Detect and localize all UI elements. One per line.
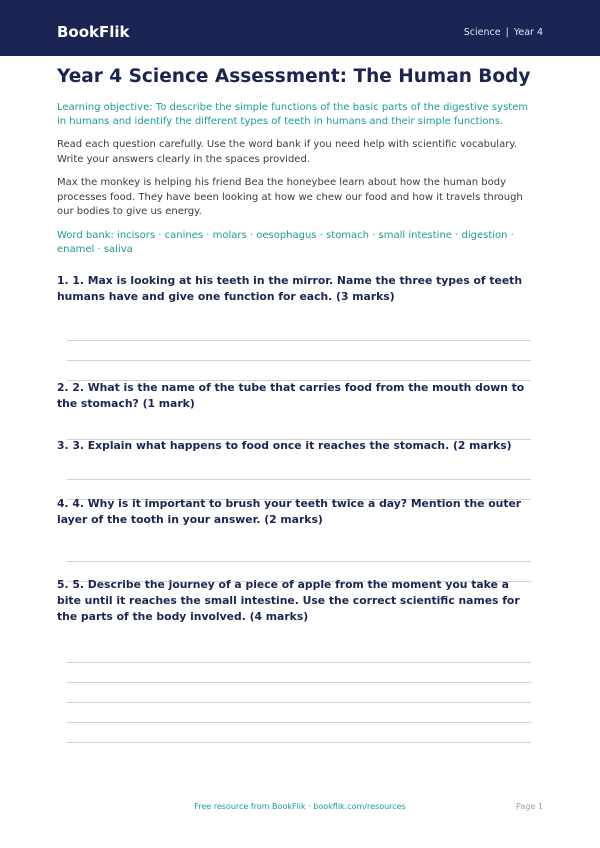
question-text: 2. 2. What is the name of the tube that carries food from the mouth down to the stomach? (1 mark) (57, 380, 525, 410)
answer-area[interactable] (57, 321, 535, 381)
page-title: Year 4 Science Assessment: The Human Body (57, 66, 531, 87)
question-2 (57, 380, 535, 440)
answer-line[interactable] (67, 460, 531, 480)
page-header (0, 0, 600, 56)
answer-line[interactable] (67, 703, 531, 723)
question-4 (57, 496, 535, 582)
instructions: Read each question carefully. Use the word bank if you need help with scientific vocabulary. Write your answers clearly in the spaces provided. (57, 139, 517, 165)
learning-objective: Learning objective: To describe the simple functions of the basic parts of the digestive system in humans and identify the different types of teeth in humans and their simple functions. (57, 102, 529, 127)
answer-line[interactable] (67, 542, 531, 562)
header-separator: | (505, 27, 509, 38)
word-bank: Word bank: incisors · canines · molars · oesophagus · stomach · small intestine · digestion · enamel · saliva (57, 229, 514, 255)
answer-area[interactable] (57, 460, 535, 500)
answer-line[interactable] (67, 341, 531, 361)
answer-line[interactable] (67, 643, 531, 663)
question-5 (57, 577, 535, 743)
question-text: 5. 5. Describe the journey of a piece of apple from the moment you take a bite until it reaches the small intestine. Use the correct scientific names for the parts of the body involved. (4 marks) (57, 577, 520, 623)
answer-line[interactable] (67, 420, 531, 440)
answer-area[interactable] (57, 643, 535, 743)
answer-line[interactable] (67, 361, 531, 381)
question-1 (57, 273, 535, 381)
answer-line[interactable] (67, 321, 531, 341)
subject-label: Science (463, 27, 501, 38)
worksheet-content (57, 64, 535, 743)
answer-line[interactable] (67, 663, 531, 683)
answer-line[interactable] (67, 723, 531, 743)
brand-logo: BookFlik (57, 23, 130, 41)
question-text: 3. 3. Explain what happens to food once it reaches the stomach. (2 marks) (57, 438, 512, 452)
year-label: Year 4 (513, 27, 543, 38)
header-meta (464, 27, 543, 39)
answer-area[interactable] (57, 542, 535, 582)
question-text: 4. 4. Why is it important to brush your teeth twice a day? Mention the outer layer of the tooth in your answer. (2 marks) (57, 496, 522, 526)
answer-line[interactable] (67, 683, 531, 703)
question-3 (57, 438, 535, 500)
footer-text: Free resource from BookFlik · bookflik.com/resources (194, 802, 406, 811)
question-text: 1. 1. Max is looking at his teeth in the mirror. Name the three types of teeth humans have and give one function for each. (3 marks) (57, 273, 523, 303)
answer-area[interactable] (57, 420, 535, 440)
page-number: Page 1 (516, 802, 543, 811)
story-intro: Max the monkey is helping his friend Bea the honeybee learn about how the human body processes food. They have been looking at how we chew our food and how it travels through our bodies to give us energy. (57, 177, 523, 217)
